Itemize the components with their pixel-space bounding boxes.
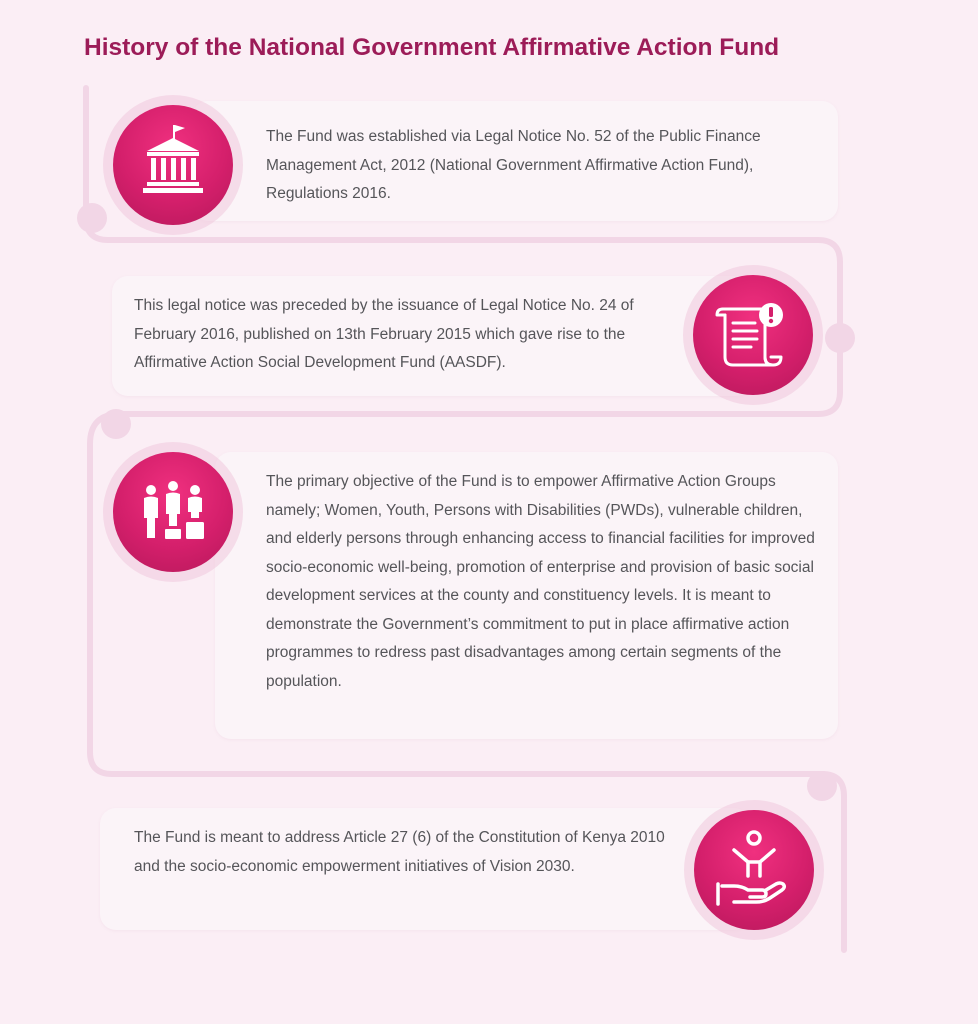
timeline-card-4	[100, 808, 750, 930]
timeline-node-3	[101, 409, 131, 439]
timeline-badge-3	[113, 452, 233, 572]
timeline-badge-1	[113, 105, 233, 225]
legal-document-alert-icon	[693, 275, 813, 395]
card-4-text: The Fund is meant to address Article 27 (6) of the Constitution of Kenya 2010 and the socio-economic empowerment initiatives of Vision 2030.	[134, 829, 665, 875]
timeline-card-2	[112, 276, 752, 396]
timeline-badge-4	[694, 810, 814, 930]
timeline-card-1	[192, 101, 838, 221]
people-on-podium-icon	[113, 452, 233, 572]
government-building-icon	[113, 105, 233, 225]
timeline-node-4	[807, 771, 837, 801]
card-2-text: This legal notice was preceded by the issuance of Legal Notice No. 24 of February 2016, published on 13th February 2015 which gave rise to the Affirmative Action Social Development Fund (AASDF).	[134, 297, 634, 371]
page-title: History of the National Government Affirmative Action Fund	[84, 34, 780, 61]
card-1-text: The Fund was established via Legal Notice No. 52 of the Public Finance Management Act, 2012 (National Government Affirmative Action Fund), Regulations 2016.	[266, 128, 761, 202]
timeline-node-2	[825, 323, 855, 353]
card-3-text: The primary objective of the Fund is to empower Affirmative Action Groups namely; Women, Youth, Persons with Disabilities (PWDs), vulnerable children, and elderly persons through enhancing access to financial facilities for improved socio-economic well-being, promotion of enterprise and provision of basic social development services at the county and constituency levels. It is meant to demonstrate the Government’s commitment to put in place affirmative action programmes to redress past disadvantages among certain segments of the population.	[266, 473, 815, 690]
timeline-badge-2	[693, 275, 813, 395]
hand-supporting-person-icon	[694, 810, 814, 930]
timeline-node-1	[77, 203, 107, 233]
timeline-card-3	[215, 452, 838, 739]
